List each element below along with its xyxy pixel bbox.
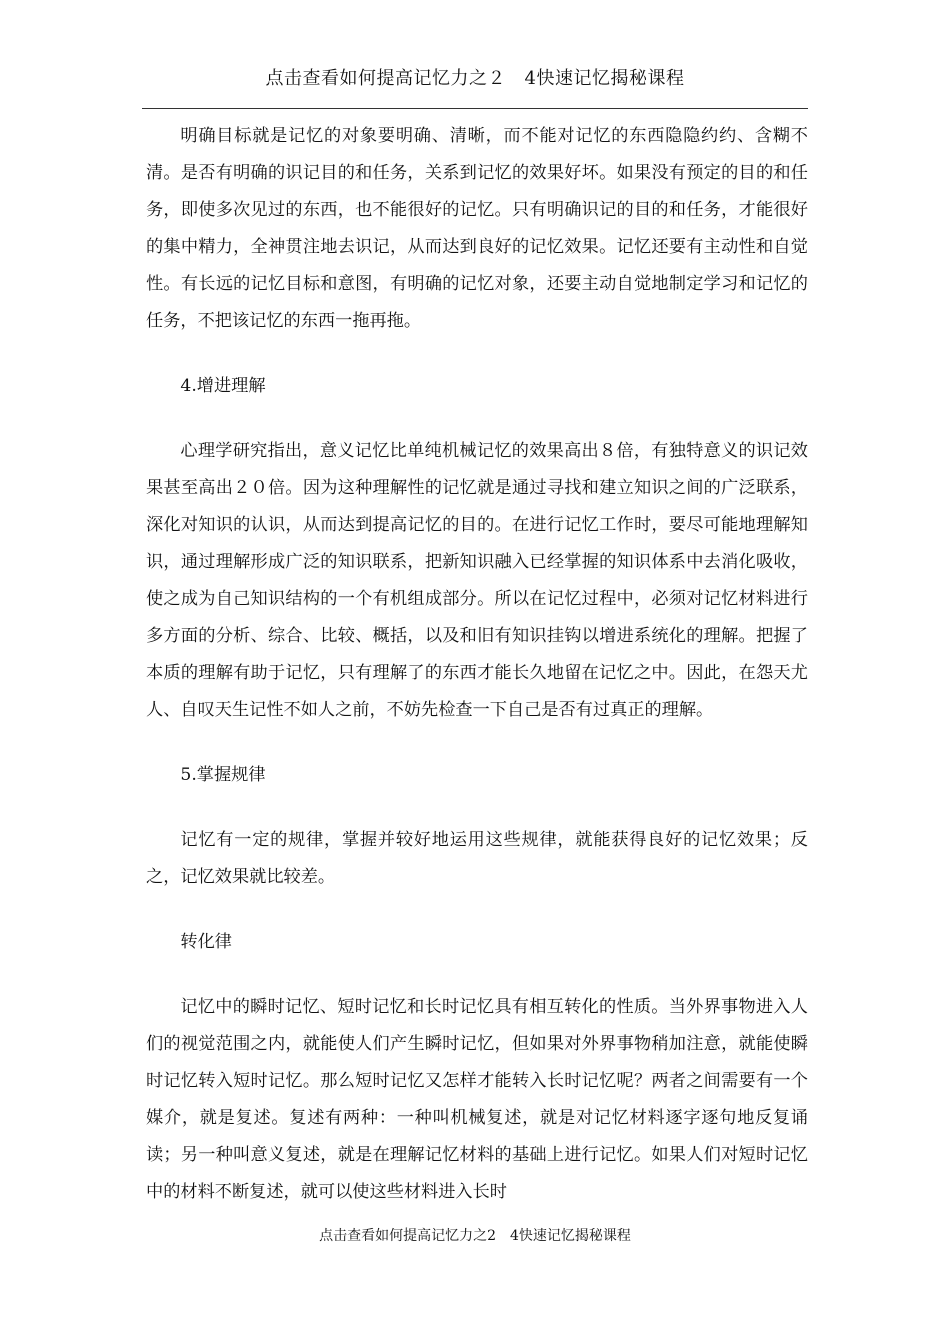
paragraph-gap [146,340,808,368]
section-heading-rules: 5.掌握规律 [180,765,266,785]
page-footer[interactable]: 点击查看如何提高记忆力之2 4快速记忆揭秘课程 [319,1228,631,1244]
page-header[interactable]: 点击查看如何提高记忆力之２ 4快速记忆揭秘课程 [265,68,685,89]
paragraph-gap [146,896,808,924]
paragraph-understanding: 心理学研究指出，意义记忆比单纯机械记忆的效果高出８倍，有独特意义的识记效果甚至高出２０倍。因为这种理解性的记忆就是通过寻找和建立知识之间的广泛联系，深化对知识的认识，从而达到提高记忆的目的。在进行记忆工作时，要尽可能地理解知识，通过理解形成广泛的知识联系，把新知识融入已经掌握的知识体系中去消化吸收，使之成为自己知识结构的一个有机组成部分。所以在记忆过程中，必须对记忆材料进行多方面的分析、综合、比较、概括，以及和旧有知识挂钩以增进系统化的理解。把握了本质的理解有助于记忆，只有理解了的东西才能长久地留在记忆之中。因此，在怨天尤人、自叹天生记性不如人之前，不妨先检查一下自己是否有过真正的理解。 [146,441,808,720]
paragraph-clear-goals: 明确目标就是记忆的对象要明确、清晰，而不能对记忆的东西隐隐约约、含糊不清。是否有明确的识记目的和任务，关系到记忆的效果好坏。如果没有预定的目的和任务，即使多次见过的东西，也不能很好的记忆。只有明确识记的目的和任务，才能很好的集中精力，全神贯注地去识记，从而达到良好的记忆效果。记忆还要有主动性和自觉性。有长远的记忆目标和意图，有明确的记忆对象，还要主动自觉地制定学习和记忆的任务，不把该记忆的东西一拖再拖。 [146,126,808,331]
paragraph-rules: 记忆有一定的规律，掌握并较好地运用这些规律，就能获得良好的记忆效果；反之，记忆效果就比较差。 [146,830,808,887]
subheading-conversion-law: 转化律 [180,932,232,952]
paragraph-gap [146,794,808,822]
section-heading-understanding: 4.增进理解 [180,376,266,396]
document-body [146,118,808,1211]
paragraph-gap [146,405,808,433]
paragraph-gap [146,961,808,989]
paragraph-conversion-law: 记忆中的瞬时记忆、短时记忆和长时记忆具有相互转化的性质。当外界事物进入人们的视觉范围之内，就能使人们产生瞬时记忆，但如果对外界事物稍加注意，就能使瞬时记忆转入短时记忆。那么短时记忆又怎样才能转入长时记忆呢？两者之间需要有一个媒介，就是复述。复述有两种：一种叫机械复述，就是对记忆材料逐字逐句地反复诵读；另一种叫意义复述，就是在理解记忆材料的基础上进行记忆。如果人们对短时记忆中的材料不断复述，就可以使这些材料进入长时 [146,997,808,1202]
header-divider [142,108,808,109]
paragraph-gap [146,729,808,757]
